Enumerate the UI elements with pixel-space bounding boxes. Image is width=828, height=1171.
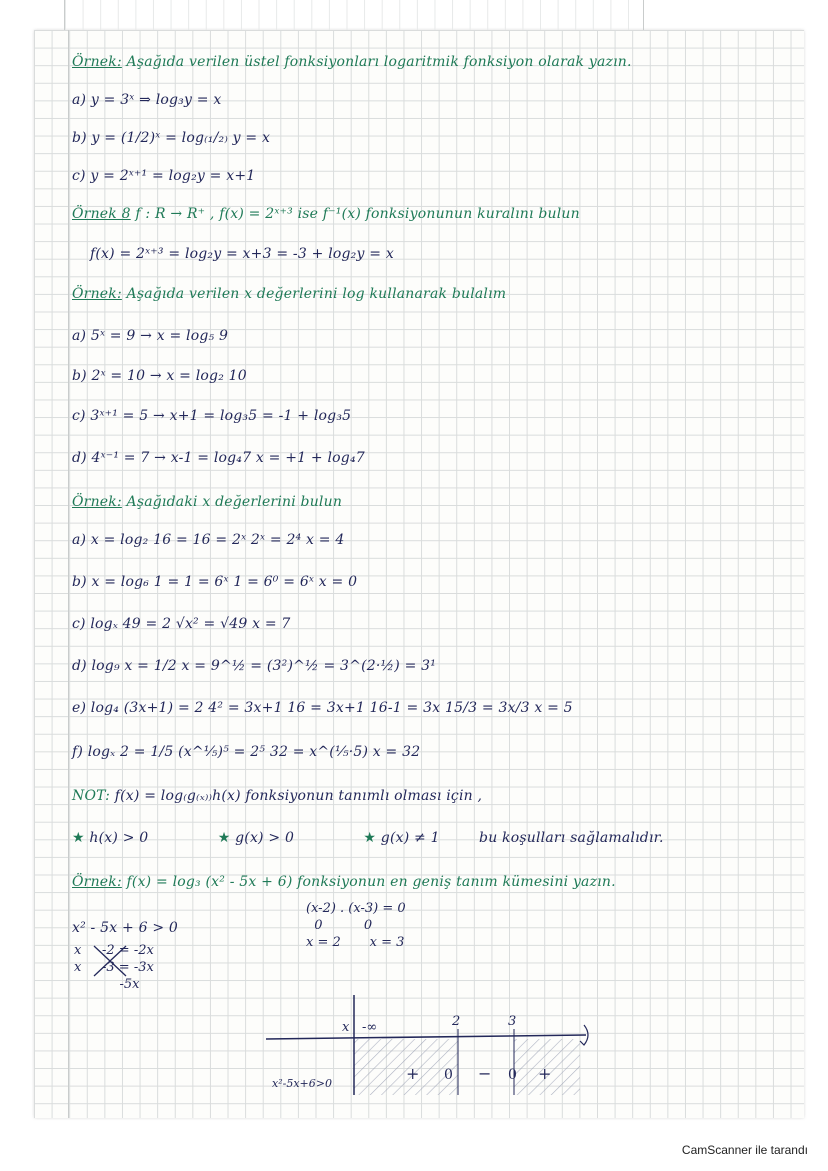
sign-table-graphic [266,995,596,1105]
example-1-a: a) y = 3ˣ ⇒ log₃y = x [72,92,222,108]
example-5-inequality: x² - 5x + 6 > 0 [72,920,179,936]
example-1-title: Örnek: [72,54,122,70]
note-text: f(x) = log₍g₍ₓ₎₎h(x) fonksiyonun tanımlı olması için , [114,788,483,804]
example-3-text: Aşağıda verilen x değerlerini log kullanarak bulalım [126,286,507,302]
sign-table-point-2: 2 [452,1014,461,1029]
sign-table-point-1: -∞ [362,1020,378,1035]
sign-table-row-label: x²-5x+6>0 [272,1077,332,1090]
example-3-b: b) 2ˣ = 10 → x = log₂ 10 [72,368,247,384]
note-heading [72,788,482,804]
example-3-c: c) 3ˣ⁺¹ = 5 → x+1 = log₃5 = -1 + log₃5 [72,408,352,424]
example-5-heading [72,874,616,890]
example-2-title: Örnek 8 [72,206,131,222]
example-1-text: Aşağıda verilen üstel fonksiyonları logaritmik fonksiyon olarak yazın. [126,54,632,70]
condition-3: g(x) ≠ 1 [380,830,440,846]
sign-1: + [406,1064,420,1083]
example-4-e: e) log₄ (3x+1) = 2 4² = 3x+1 16 = 3x+1 16-1 = 3x 15/3 = 3x/3 x = 5 [72,700,573,716]
sign-table [266,995,596,1105]
sign-5: + [538,1064,552,1083]
sign-2: 0 [444,1067,453,1083]
example-2-text: f : R → R⁺ , f(x) = 2ˣ⁺³ ise f⁻¹(x) fonksiyonunun kuralını bulun [135,206,580,222]
sign-4: 0 [508,1067,517,1083]
example-5-text: f(x) = log₃ (x² - 5x + 6) fonksiyonun en geniş tanım kümesini yazın. [126,874,616,890]
cross-lines [92,944,128,978]
sign-table-point-3: 3 [508,1014,517,1029]
example-3-title: Örnek: [72,286,122,302]
example-4-title: Örnek: [72,494,122,510]
example-4-text: Aşağıdaki x değerlerini bulun [126,494,343,510]
example-3-heading [72,286,506,302]
cross-multiplication: x -2 = -2x x -3 = -3x -5x [74,943,154,992]
note-conditions [72,830,664,846]
example-4-heading [72,494,342,510]
example-1-b: b) y = (1/2)ˣ = log₍₁/₂₎ y = x [72,130,271,146]
sign-table-var: x [342,1020,350,1035]
example-1-c: c) y = 2ˣ⁺¹ = log₂y = x+1 [72,168,256,184]
condition-2: g(x) > 0 [235,830,295,846]
notebook-page [34,30,804,1118]
star-icon: ★ [72,830,85,846]
example-4-d: d) log₉ x = 1/2 x = 9^½ = (3²)^½ = 3^(2·½) = 3¹ [72,658,437,674]
example-4-f: f) logₓ 2 = 1/5 (x^⅕)⁵ = 2⁵ 32 = x^(⅕·5) x = 32 [72,744,421,760]
example-4-a: a) x = log₂ 16 = 16 = 2ˣ 2ˣ = 2⁴ x = 4 [72,532,345,548]
example-4-c: c) logₓ 49 = 2 √x² = √49 x = 7 [72,616,291,632]
note-title: NOT: [72,788,111,804]
note-tail: bu koşulları sağlamalıdır. [479,830,664,846]
sign-3: − [478,1064,492,1083]
example-1-heading [72,54,632,70]
condition-1: h(x) > 0 [89,830,149,846]
example-3-d: d) 4ˣ⁻¹ = 7 → x-1 = log₄7 x = +1 + log₄7 [72,450,365,466]
scanner-watermark: CamScanner ile tarandı [681,1143,808,1157]
example-2-heading [72,206,580,222]
margin-line [68,30,69,1118]
star-icon: ★ [217,830,231,846]
example-3-a: a) 5ˣ = 9 → x = log₅ 9 [72,328,229,344]
example-4-b: b) x = log₆ 1 = 1 = 6ˣ 1 = 6⁰ = 6ˣ x = 0 [72,574,358,590]
factor-roots: (x-2) . (x-3) = 0 0 0 x = 2 x = 3 [306,901,406,950]
example-5-title: Örnek: [72,874,122,890]
star-icon: ★ [363,830,377,846]
example-2-line: f(x) = 2ˣ⁺³ = log₂y = x+3 = -3 + log₂y = x [90,246,394,262]
previous-page-strip [64,0,644,30]
